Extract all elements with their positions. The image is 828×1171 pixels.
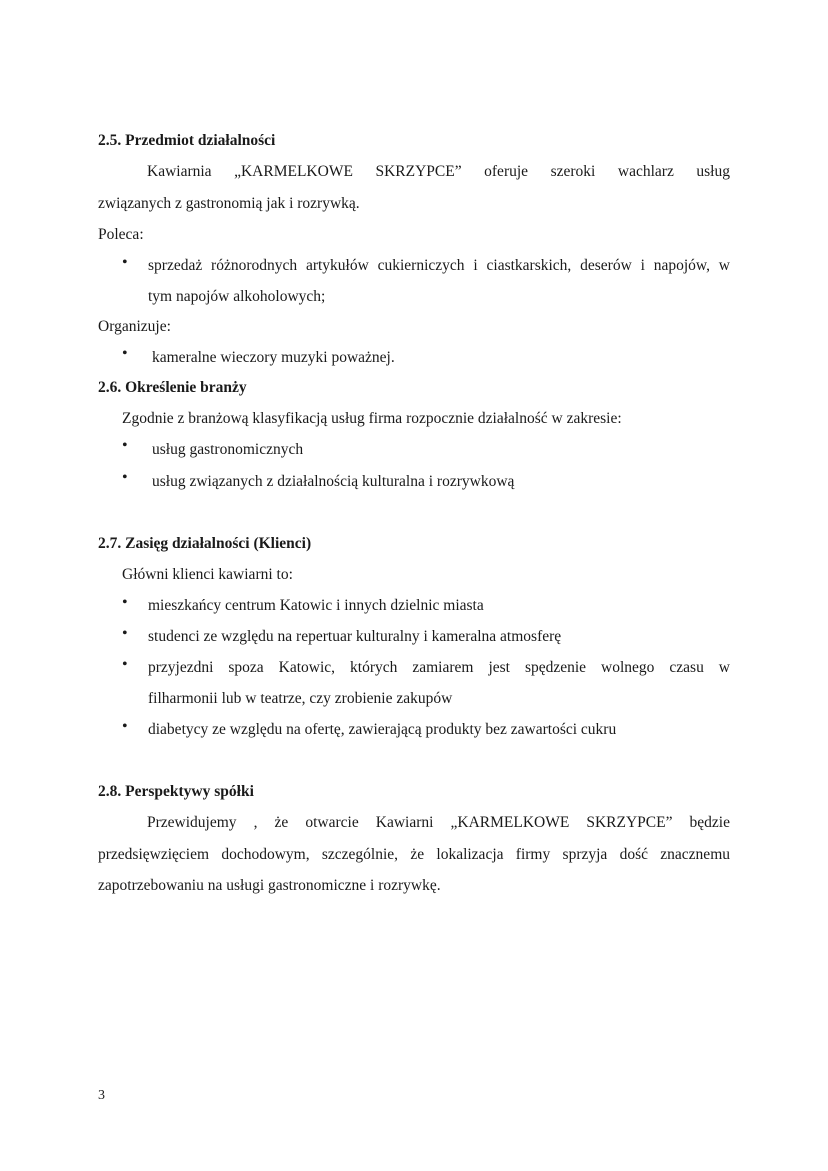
clients-item: diabetycy ze względu na ofertę, zawierającą produkty bez zawartości cukru [148,721,617,738]
section-2-5-intro-line2: związanych z gastronomią jak i rozrywką. [98,195,360,212]
section-2-6-intro: Zgodnie z branżową klasyfikacją usług firma rozpocznie działalność w zakresie: [122,410,622,427]
organizuje-label: Organizuje: [98,318,171,335]
organizuje-item: kameralne wieczory muzyki poważnej. [152,349,395,366]
perspectives-line3: zapotrzebowaniu na usługi gastronomiczne i rozrywkę. [98,877,441,894]
section-2-6-heading: 2.6. Określenie branży [98,379,247,396]
bullet-icon: • [122,594,128,611]
poleca-item-line2: tym napojów alkoholowych; [148,288,326,305]
bullet-icon: • [122,469,128,486]
section-2-7-intro: Główni klienci kawiarni to: [122,566,293,583]
perspectives-line2: przedsięwzięciem dochodowym, szczególnie, że lokalizacja firmy sprzyja dość znacznemu [98,846,730,863]
bullet-icon: • [122,437,128,454]
clients-item-line2: filharmonii lub w teatrze, czy zrobienie zakupów [148,690,453,707]
perspectives-line1: Przewidujemy , że otwarcie Kawiarni „KARMELKOWE SKRZYPCE” będzie [147,814,730,831]
bullet-icon: • [122,345,128,362]
bullet-icon: • [122,718,128,735]
clients-item: mieszkańcy centrum Katowic i innych dzielnic miasta [148,597,484,614]
bullet-icon: • [122,625,128,642]
section-2-8-heading: 2.8. Perspektywy spółki [98,783,254,800]
section-2-5-intro-line1: Kawiarnia „KARMELKOWE SKRZYPCE” oferuje szeroki wachlarz usług [147,163,730,180]
poleca-item-line1: sprzedaż różnorodnych artykułów cukierniczych i ciastkarskich, deserów i napojów, w [148,257,730,274]
section-2-5-heading: 2.5. Przedmiot działalności [98,132,276,149]
clients-item-line1: przyjezdni spoza Katowic, których zamiarem jest spędzenie wolnego czasu w [148,659,730,676]
page-number: 3 [98,1088,105,1103]
section-2-6-item: usług związanych z działalnością kulturalna i rozrywkową [152,473,515,490]
clients-item: studenci ze względu na repertuar kulturalny i kameralna atmosferę [148,628,562,645]
section-2-6-item: usług gastronomicznych [152,441,304,458]
poleca-label: Poleca: [98,226,144,243]
bullet-icon: • [122,254,128,271]
section-2-7-heading: 2.7. Zasięg działalności (Klienci) [98,535,312,552]
bullet-icon: • [122,656,128,673]
